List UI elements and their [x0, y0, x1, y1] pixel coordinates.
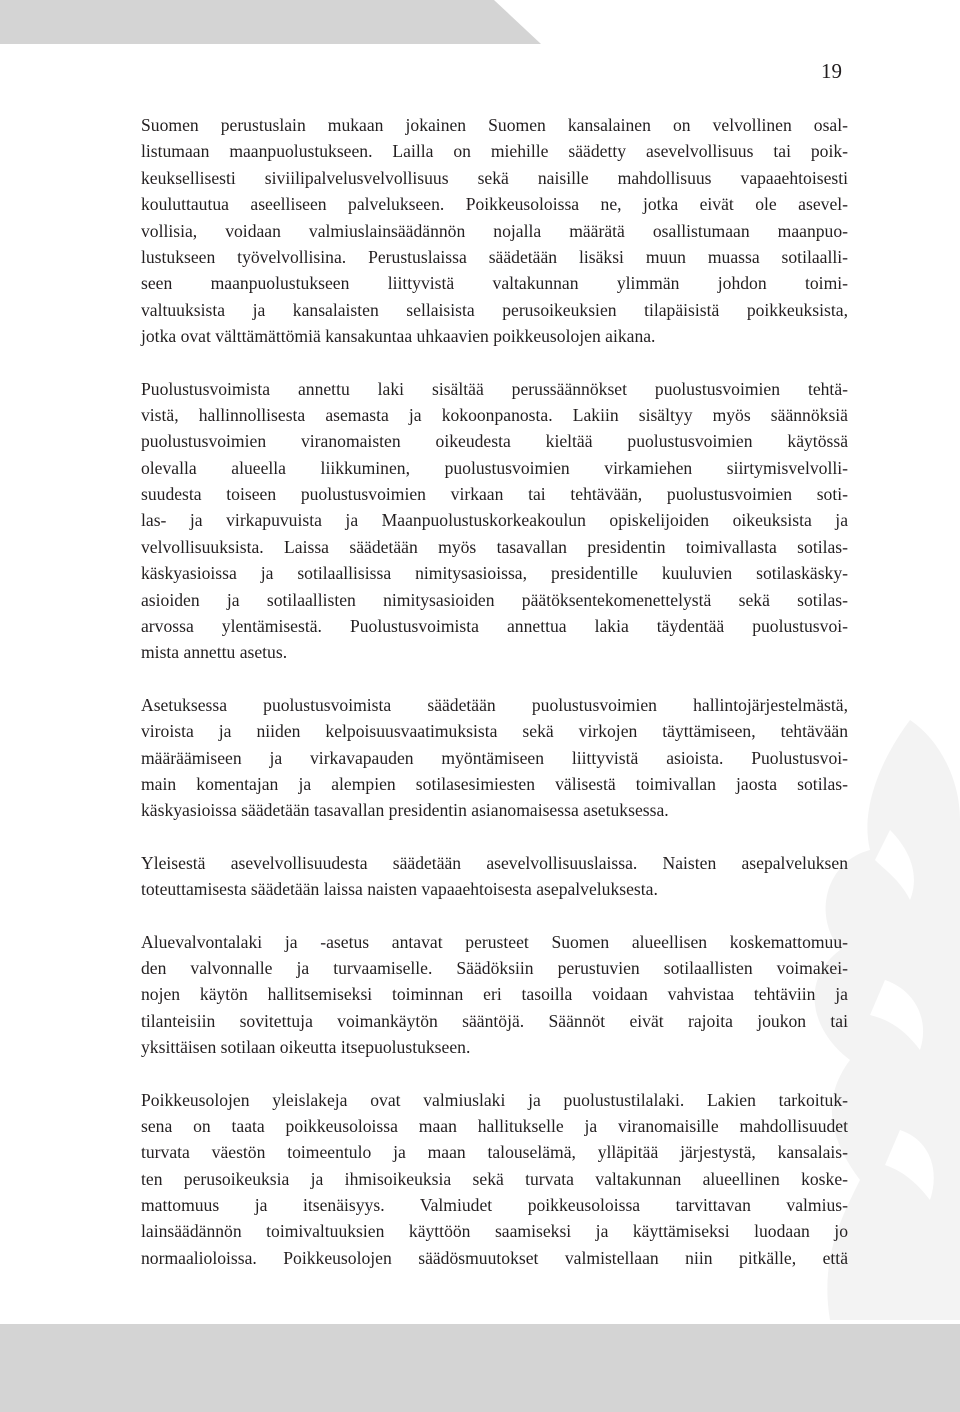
text-line: sena on taata poikkeusoloissa maan hallitukselle ja viranomaisille mahdollisuudet — [141, 1115, 848, 1136]
text-line: vollisia, voidaan valmiuslainsäädännön nojalla määrätä osallistumaan maanpuo- — [141, 220, 848, 241]
text-line: määräämiseen ja virkavapauden myöntämiseen liittyvistä asioista. Puolustusvoi- — [141, 747, 848, 768]
text-line: viroista ja niiden kelpoisuusvaatimuksista sekä virkojen täyttämiseen, tehtävään — [141, 721, 848, 742]
footer-band — [0, 1324, 960, 1412]
page-number: 19 — [821, 59, 842, 83]
text-line: den valvonnalle ja turvaamiselle. Säädöksiin perustuvien sotilaallisten voimakei- — [141, 957, 848, 978]
text-line: Yleisestä asevelvollisuudesta säädetään asevelvollisuuslaissa. Naisten asepalveluksen — [141, 852, 848, 873]
paragraph — [141, 376, 848, 666]
text-line: normaalioloissa. Poikkeusolojen säädösmuutokset valmistellaan niin pitkälle, että — [141, 1247, 848, 1268]
text-line: las- ja virkapuvuista ja Maanpuolustuskorkeakoulun opiskelijoiden oikeuksista ja — [141, 510, 848, 531]
text-line: käskyasioissa ja sotilaallisissa nimitysasioissa, presidentille kuuluvien sotilaskäsky- — [141, 563, 848, 584]
text-line: Suomen perustuslain mukaan jokainen Suomen kansalainen on velvollinen osal- — [141, 115, 848, 135]
text-line: mattomuus ja itsenäisyys. Valmiudet poikkeusoloissa tarvittavan valmius- — [141, 1195, 848, 1216]
paragraph — [141, 1087, 848, 1272]
text-line: ten perusoikeuksia ja ihmisoikeuksia sekä turvata valtakunnan alueellinen koske- — [141, 1168, 848, 1189]
text-line: asioiden ja sotilaallisten nimitysasioiden päätöksentekomenettelystä sekä sotilas- — [141, 589, 848, 610]
text-line: lustukseen työvelvollisina. Perustuslaissa säädetään lisäksi muun muassa sotilaalli- — [141, 246, 848, 267]
text-line: toteuttamisesta säädetään laissa naisten vapaaehtoisesta asepalveluksesta. — [141, 879, 658, 900]
text-line: velvollisuuksista. Laissa säädetään myös tasavallan presidentin toimivallasta sotilas- — [141, 536, 848, 557]
text-line: valtuuksista ja kansalaisten sellaisista perusoikeuksien tilapäisistä poikkeuksista, — [141, 299, 848, 320]
text-line: arvossa ylentämisestä. Puolustusvoimista annettua lakia täydentää puolustusvoi- — [141, 616, 848, 637]
text-line: turvata väestön toimeentulo ja maan talouselämä, ylläpitää järjestystä, kansalais- — [141, 1142, 848, 1163]
text-line: olevalla alueella liikkuminen, puolustusvoimien virkamiehen siirtymisvelvolli- — [141, 457, 848, 478]
header-band — [0, 0, 960, 44]
text-line: vistä, hallinnollisesta asemasta ja kokoonpanosta. Lakiin sisältyy myös säännöksiä — [141, 404, 848, 425]
text-line: Asetuksessa puolustusvoimista säädetään puolustusvoimien hallintojärjestelmästä, — [141, 694, 848, 715]
text-line: seen maanpuolustukseen liittyvistä valtakunnan ylimmän johdon toimi- — [141, 273, 848, 294]
body-text — [141, 112, 848, 1297]
paragraph — [141, 929, 848, 1061]
paragraph — [141, 692, 848, 824]
paragraph — [141, 112, 848, 350]
text-line: Puolustusvoimista annettu laki sisältää perussäännökset puolustusvoimien tehtä- — [141, 378, 848, 399]
text-line: keuksellisesti siviilipalvelusvelvollisuus sekä naisille mahdollisuus vapaaehtoisesti — [141, 167, 848, 188]
text-line: Aluevalvontalaki ja -asetus antavat perusteet Suomen alueellisen koskemattomuu- — [141, 931, 848, 952]
text-line: main komentajan ja alempien sotilasesimiesten välisestä toimivallan jaosta sotilas- — [141, 773, 848, 794]
text-line: jotka ovat välttämättömiä kansakuntaa uhkaavien poikkeusolojen aikana. — [141, 326, 656, 347]
text-line: käskyasioissa säädetään tasavallan presidentin asianomaisessa asetuksessa. — [141, 800, 669, 821]
text-line: yksittäisen sotilaan oikeutta itsepuolustukseen. — [141, 1037, 471, 1058]
text-line: kouluttautua aseelliseen palvelukseen. Poikkeusoloissa ne, jotka eivät ole asevel- — [141, 194, 848, 215]
text-line: suudesta toiseen puolustusvoimien virkaan tai tehtävään, puolustusvoimien soti- — [141, 484, 848, 505]
text-line: mista annettu asetus. — [141, 642, 288, 663]
text-line: nojen käytön hallitsemiseksi toiminnan eri tasoilla voidaan vahvistaa tehtäviin ja — [141, 984, 848, 1005]
text-line: puolustusvoimien viranomaisten oikeudesta kieltää puolustusvoimien käytössä — [141, 431, 848, 452]
text-line: lainsäädännön toimivaltuuksien käyttöön saamiseksi ja käyttämiseksi luodaan jo — [141, 1221, 848, 1242]
text-line: Poikkeusolojen yleislakeja ovat valmiuslaki ja puolustustilalaki. Lakien tarkoituk- — [141, 1089, 848, 1110]
text-line: listumaan maanpuolustukseen. Lailla on miehille säädetty asevelvollisuus tai poik- — [141, 141, 848, 162]
text-line: tilanteisiin sovitettuja voimankäytön sääntöjä. Säännöt eivät rajoita joukon tai — [141, 1010, 848, 1031]
paragraph — [141, 850, 848, 903]
